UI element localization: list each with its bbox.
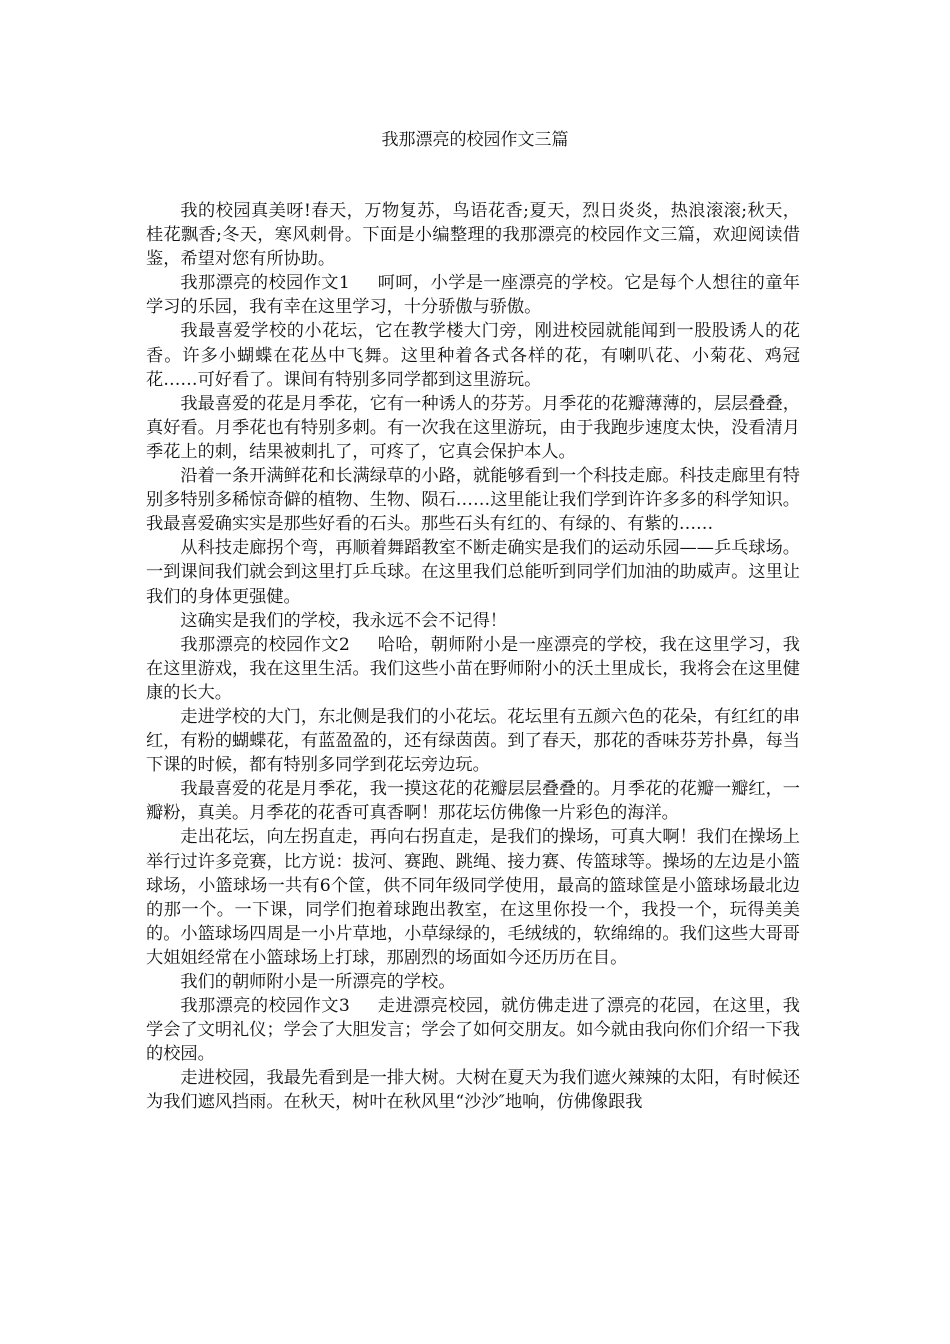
paragraph (146, 392, 800, 464)
paragraph-text: 沿着一条开满鲜花和长满绿草的小路，就能够看到一个科技走廊。科技走廊里有特别多特别多稀惊奇僻的植物、生物、陨石……这里能让我们学到许许多多的科学知识。我最喜爱确实实是那些好看的石头。那些石头有红的、有绿的、有紫的…… (146, 466, 800, 535)
paragraph (146, 609, 800, 633)
paragraph (146, 199, 800, 271)
paragraph-text: 呵呵，小学是一座漂亮的学校。它是每个人想往的童年学习的乐园，我有幸在这里学习，十分骄傲与骄傲。 (146, 273, 800, 318)
paragraph (146, 970, 800, 994)
paragraph-text: 走进校园，我最先看到是一排大树。大树在夏天为我们遮火辣辣的太阳，有时候还为我们遮风挡雨。在秋天，树叶在秋风里“沙沙″地响，仿佛像跟我 (146, 1068, 800, 1113)
paragraph-heading: 我那漂亮的校园作文3 (180, 996, 350, 1017)
paragraph (146, 994, 800, 1066)
paragraph (146, 464, 800, 536)
document-title: 我那漂亮的校园作文三篇 (381, 130, 569, 150)
paragraph-text: 走进学校的大门，东北侧是我们的小花坛。花坛里有五颜六色的花朵，有红红的串红，有粉的蝴蝶花，有蓝盈盈的，还有绿茵茵。到了春天，那花的香味芬芳扑鼻，每当下课的时候，都有特别多同学到花坛旁边玩。 (146, 706, 800, 776)
paragraph-text: 我的校园真美呀!春天，万物复苏，鸟语花香;夏天，烈日炎炎，热浪滚滚;秋天，桂花飘香;冬天，寒风刺骨。下面是小编整理的我那漂亮的校园作文三篇，欢迎阅读借鉴，希望对您有所协助。 (146, 201, 800, 270)
paragraph (146, 705, 800, 777)
paragraph (146, 1066, 800, 1114)
paragraph (146, 536, 800, 608)
paragraph-text: 从科技走廊拐个弯，再顺着舞蹈教室不断走确实是我们的运动乐园——乒乓球场。一到课间我们就会到这里打乒乓球。在这里我们总能听到同学们加油的助威声。这里让我们的身体更强健。 (146, 538, 800, 607)
document-body (146, 199, 800, 1115)
paragraph (146, 633, 800, 705)
paragraph-text: 走进漂亮校园，就仿佛走进了漂亮的花园，在这里，我学会了文明礼仪；学会了大胆发言；学会了如何交朋友。如今就由我向你们介绍一下我的校园。 (146, 996, 800, 1065)
paragraph-text: 我们的朝师附小是一所漂亮的学校。 (180, 972, 456, 992)
paragraph-text: 我最喜爱的花是月季花，我一摸这花的花瓣层层叠叠的。月季花的花瓣一瓣红，一瓣粉，真美。月季花的花香可真香啊！那花坛仿佛像一片彩色的海洋。 (146, 779, 800, 824)
paragraph-text: 哈哈，朝师附小是一座漂亮的学校，我在这里学习，我在这里游戏，我在这里生活。我们这些小苗在野师附小的沃土里成长，我将会在这里健康的长大。 (146, 634, 800, 703)
paragraph (146, 271, 800, 319)
paragraph-text: 走出花坛，向左拐直走，再向右拐直走，是我们的操场，可真大啊！我们在操场上举行过许多竞赛，比方说：拔河、赛跑、跳绳、接力赛、传篮球等。操场的左边是小篮球场，小篮球场一共有6个筐，供不同年级同学使用，最高的篮球筐是小篮球场最北边的那一个。一下课，同学们抱着球跑出教室，在这里你投一个，我投一个，玩得美美的。小篮球场四周是一小片草地，小草绿绿的，毛绒绒的，软绵绵的。我们这些大哥哥大姐姐经常在小篮球场上打球，那剧烈的场面如今还历历在目。 (146, 827, 800, 968)
paragraph (146, 777, 800, 825)
paragraph-text: 这确实是我们的学校，我永远不会不记得！ (180, 610, 507, 631)
paragraph (146, 319, 800, 391)
paragraph-text: 我最喜爱学校的小花坛，它在教学楼大门旁，刚进校园就能闻到一股股诱人的花香。许多小蝴蝶在花丛中飞舞。这里种着各式各样的花，有喇叭花、小菊花、鸡冠花……可好看了。课间有特别多同学都到这里游玩。 (146, 321, 800, 390)
paragraph-heading: 我那漂亮的校园作文2 (180, 634, 350, 655)
paragraph-heading: 我那漂亮的校园作文1 (180, 273, 350, 294)
paragraph-text: 我最喜爱的花是月季花，它有一种诱人的芬芳。月季花的花瓣薄薄的，层层叠叠，真好看。月季花也有特别多刺。有一次我在这里游玩，由于我跑步速度太快，没看清月季花上的刺，结果被刺扎了，可疼了，它真会保护本人。 (146, 393, 800, 462)
paragraph (146, 825, 800, 970)
